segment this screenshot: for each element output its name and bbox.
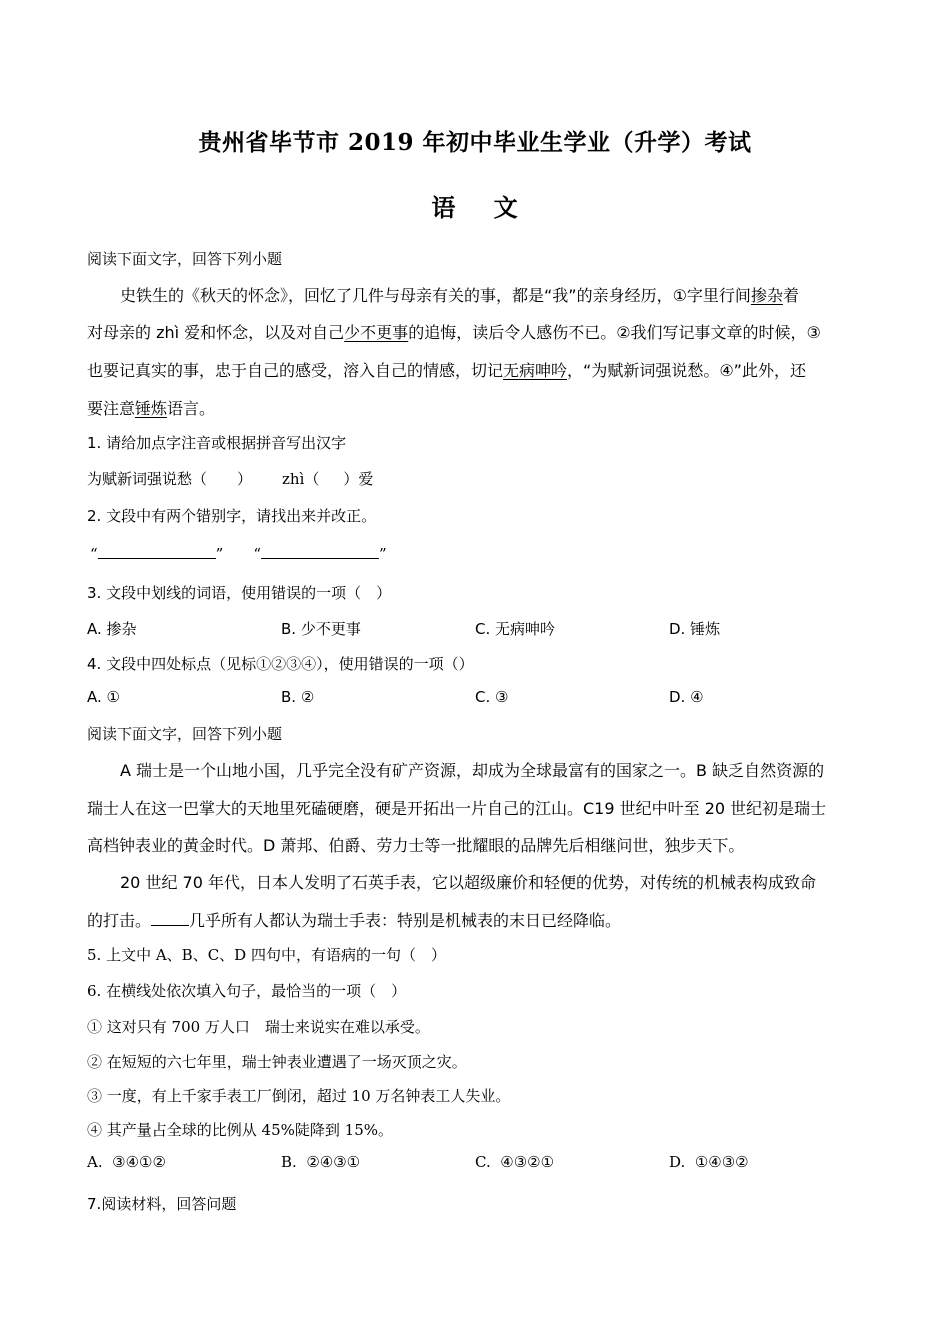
q3-option-b[interactable] bbox=[281, 618, 361, 639]
para-text: 要注意 bbox=[87, 399, 136, 418]
section2-intro: 阅读下面文字，回答下列小题 bbox=[87, 725, 283, 743]
option-letter: A. bbox=[87, 688, 102, 706]
answer-blank-1[interactable] bbox=[98, 544, 216, 559]
question-stem: 文段中有两个错别字，请找出来并改正。 bbox=[106, 507, 377, 525]
question-stem: 阅读材料，回答问题 bbox=[101, 1195, 237, 1213]
para-text: 几乎所有人都认为瑞士手表：特别是机械表的末日已经降临。 bbox=[189, 911, 622, 930]
prompt-text: ）爱 bbox=[343, 470, 374, 488]
q4-option-c[interactable] bbox=[475, 688, 508, 706]
question-number: 1. bbox=[87, 434, 102, 452]
para-text: 语言。 bbox=[167, 399, 216, 418]
option-text: ④③②① bbox=[500, 1153, 555, 1171]
section2-para-line-5 bbox=[87, 908, 621, 931]
option-text: 无病呻吟 bbox=[495, 620, 556, 638]
q3-option-d[interactable] bbox=[669, 618, 720, 639]
option-letter: C. bbox=[475, 620, 491, 638]
q3-option-a[interactable] bbox=[87, 618, 137, 639]
option-text: 锤炼 bbox=[690, 620, 721, 638]
question-stem: 文段中四处标点（见标①②③④），使用错误的一项（） bbox=[106, 655, 474, 673]
question-1 bbox=[87, 432, 346, 453]
fill-in-blank[interactable] bbox=[151, 913, 189, 926]
prompt-text: 为赋新词强说愁（ bbox=[87, 470, 208, 488]
option-letter: D. bbox=[669, 688, 686, 706]
subject-title: 语 文 bbox=[431, 193, 519, 222]
quote-mark: “ bbox=[90, 545, 98, 563]
option-text: ① bbox=[106, 688, 120, 706]
para-text: 的打击。 bbox=[87, 911, 152, 930]
answer-blank-2[interactable] bbox=[261, 544, 379, 559]
section2-para-line-4: 20 世纪 70 年代，日本人发明了石英手表，它以超级廉价和轻便的优势，对传统的机械表构成致命 bbox=[120, 873, 816, 892]
q4-option-d[interactable] bbox=[669, 688, 704, 706]
para-text: 着 bbox=[782, 286, 799, 305]
question-stem: 请给加点字注音或根据拼音写出汉字 bbox=[106, 434, 347, 452]
para-text: 也要记真实的事，忠于自己的感受，溶入自己的情感，切记 bbox=[87, 361, 504, 380]
underlined-word: 少不更事 bbox=[344, 323, 409, 342]
section2-para-line-3: 高档钟表业的黄金时代。D 萧邦、伯爵、劳力士等一批耀眼的品牌先后相继问世，独步天下。 bbox=[87, 836, 745, 855]
section1-para-line-4 bbox=[87, 396, 215, 419]
q6-option-d[interactable] bbox=[669, 1153, 749, 1171]
underlined-word: 掺杂 bbox=[750, 286, 783, 305]
option-text: ④ bbox=[690, 688, 704, 706]
question-2 bbox=[87, 505, 376, 526]
q6-item-1: ① 这对只有 700 万人口 瑞士来说实在难以承受。 bbox=[87, 1018, 430, 1036]
section1-intro: 阅读下面文字，回答下列小题 bbox=[87, 250, 283, 268]
q3-option-c[interactable] bbox=[475, 618, 555, 639]
option-letter: C. bbox=[475, 1153, 491, 1171]
para-text: 对母亲的 zhì 爱和怀念，以及对自己 bbox=[87, 323, 345, 342]
section2-para-line-2: 瑞士人在这一巴掌大的天地里死磕硬磨，硬是开拓出一片自己的江山。C19 世纪中叶至 20 世纪初是瑞士 bbox=[87, 799, 827, 818]
para-text: ，“为赋新词强说愁。④”此外，还 bbox=[567, 361, 806, 380]
q6-option-c[interactable] bbox=[475, 1153, 554, 1171]
option-letter: B. bbox=[281, 1153, 297, 1171]
q6-option-a[interactable] bbox=[87, 1153, 166, 1171]
option-letter: B. bbox=[281, 688, 297, 706]
q4-option-a[interactable] bbox=[87, 688, 120, 706]
option-text: ③ bbox=[495, 688, 509, 706]
quote-mark: ” bbox=[379, 545, 387, 563]
section1-para-line-2 bbox=[87, 320, 821, 343]
quote-mark: ” bbox=[215, 545, 224, 563]
question-1-answer-line bbox=[87, 468, 373, 489]
option-letter: D. bbox=[669, 1153, 686, 1171]
quote-mark: “ bbox=[253, 545, 262, 563]
option-letter: A. bbox=[87, 1153, 103, 1171]
q6-item-3: ③ 一度，有上千家手表工厂倒闭，超过 10 万名钟表工人失业。 bbox=[87, 1087, 511, 1105]
section2-para-line-1: A 瑞士是一个山地小国，几乎完全没有矿产资源，却成为全球最富有的国家之一。B 缺乏自然资源的 bbox=[120, 761, 825, 780]
section1-para-line-3 bbox=[87, 358, 806, 381]
q6-item-2: ② 在短短的六七年里，瑞士钟表业遭遇了一场灭顶之灾。 bbox=[87, 1053, 467, 1071]
option-text: ③④①② bbox=[112, 1153, 166, 1171]
question-3 bbox=[87, 582, 391, 603]
q6-option-b[interactable] bbox=[281, 1153, 360, 1171]
para-text: 的追悔，读后令人感伤不已。②我们写记事文章的时候，③ bbox=[408, 323, 821, 342]
question-number: 2. bbox=[87, 507, 102, 525]
underlined-word: 锤炼 bbox=[135, 399, 168, 418]
option-letter: B. bbox=[281, 620, 297, 638]
question-2-blanks bbox=[90, 544, 387, 563]
question-stem: 文段中划线的词语，使用错误的一项（ ） bbox=[106, 584, 392, 602]
para-text: 史铁生的《秋天的怀念》，回忆了几件与母亲有关的事，都是“我”的亲身经历，①字里行间 bbox=[120, 286, 751, 305]
exam-title: 贵州省毕节市 2019 年初中毕业生学业（升学）考试 bbox=[198, 129, 752, 156]
q4-option-b[interactable] bbox=[281, 688, 314, 706]
question-number: 3. bbox=[87, 584, 102, 602]
question-number: 7. bbox=[87, 1195, 102, 1213]
underlined-word: 无病呻吟 bbox=[503, 361, 568, 380]
question-6: 6. 在横线处依次填入句子，最恰当的一项（ ） bbox=[87, 982, 407, 1000]
option-letter: A. bbox=[87, 620, 102, 638]
option-text: 少不更事 bbox=[300, 620, 361, 638]
section1-para-line-1 bbox=[120, 283, 799, 306]
prompt-text: zhì（ bbox=[282, 470, 320, 488]
option-letter: D. bbox=[669, 620, 686, 638]
option-text: ①④③② bbox=[694, 1153, 749, 1171]
question-number: 4. bbox=[87, 655, 102, 673]
option-text: ② bbox=[300, 688, 315, 706]
option-letter: C. bbox=[475, 688, 491, 706]
option-text: 掺杂 bbox=[106, 620, 137, 638]
question-5: 5. 上文中 A、B、C、D 四句中，有语病的一句（ ） bbox=[87, 946, 446, 964]
question-4 bbox=[87, 653, 474, 674]
option-text: ②④③① bbox=[306, 1153, 361, 1171]
prompt-text: ） bbox=[237, 470, 253, 488]
question-7 bbox=[87, 1193, 236, 1214]
q6-item-4: ④ 其产量占全球的比例从 45%陡降到 15%。 bbox=[87, 1121, 393, 1139]
